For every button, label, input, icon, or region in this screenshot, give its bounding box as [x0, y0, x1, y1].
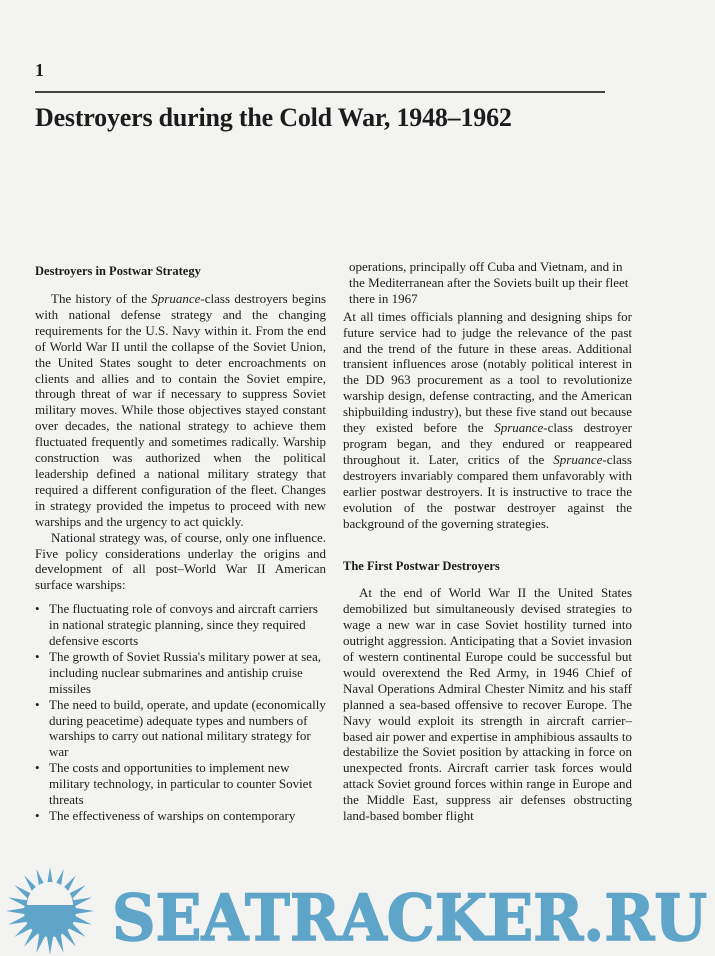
section-heading: Destroyers in Postwar Strategy [35, 264, 201, 278]
paragraph: National strategy was, of course, only one influence. Five policy considerations underlay the origins and development of all post–World War II American surface warships: [35, 529, 326, 593]
right-column [343, 259, 632, 824]
text: -class destroyer program began, and they endured or reappeared throughout it. Later, critics of the [343, 420, 632, 467]
list-item: • The effectiveness of warships on contemporary [35, 808, 326, 824]
bullet-list [35, 601, 326, 824]
list-item: • The costs and opportunities to implement new military technology, in particular to counter Soviet threats [35, 760, 326, 808]
ship-class-name: Spruance [553, 451, 603, 467]
sun-ray [47, 935, 54, 955]
text: -class destroyers begins with national defense strategy and the changing requirements for the U.S. Navy within it. From the end of World War II until the collapse of the Soviet Union, the United States sought to deter encroachments on clients and allies and to contain the Soviet empire, through threat of war if necessary to suppress Soviet military moves. While those objectives stayed constant over decades, the national strategy to achieve them fluctuated frequently and sometimes radically. Warship construction was authorized when the political leadership defined a national military strategy that required a different configuration of the fleet. Changes in strategy provided the impetus to proceed with new warships and the urgency to act quickly. [35, 291, 326, 529]
ship-class-name: Spruance [151, 291, 201, 306]
chapter-title: Destroyers during the Cold War, 1948–1962 [35, 103, 512, 132]
watermark [0, 864, 715, 956]
sun-icon [6, 867, 94, 955]
sun-ray [74, 908, 94, 915]
list-item-continuation: operations, principally off Cuba and Vietnam, and in the Mediterranean after the Soviets built up their fleet there in 1967 [349, 259, 629, 306]
text: At all times officials planning and designing ships for future service had to judge the relevance of the past and the trend of the future in these areas. Additional transient influences arose (notably political interest in the DD 963 procurement as a tool to revolutionize warship design, defense contracting, and the American shipbuilding industry), but these five stand out because they existed before the [343, 308, 632, 436]
text: The history of the [51, 291, 152, 306]
paragraph: At the end of World War II the United States demobilized but simultaneously devised strategies to wage a new war in case Soviet hostility turned into outright aggression. Anticipating that a Soviet invasion of western continental Europe could be successful but would overextend the Red Army, in 1946 Chief of Naval Operations Admiral Chester Nimitz and his staff planned a sea-based offensive to recover Europe. The Navy would exploit its strength in aircraft carrier–based air power and expertise in amphibious assaults to destabilize the Soviet position by attacking in force on unexpected fronts. Aircraft carrier task forces would attack Soviet ground forces within range in Europe and the Middle East, suppress air defenses obstructing land-based bomber flight [343, 585, 632, 824]
text: -class destroyers invariably compared them unfavorably with earlier postwar destroyers. It is instructive to trace the evolution of the postwar destroyer against the background of the governing strategies. [343, 451, 632, 531]
sun-ray [6, 908, 26, 915]
list-item: • The need to build, operate, and update (economically during peacetime) adequate types and numbers of warships to carry out national military strategy for war [35, 697, 326, 761]
paragraph [343, 309, 632, 532]
chapter-number: 1 [35, 60, 44, 80]
chapter-rule [35, 91, 605, 93]
left-column [35, 263, 326, 824]
paragraph [35, 291, 326, 530]
section-heading: The First Postwar Destroyers [343, 559, 500, 574]
ship-class-name: Spruance [494, 420, 544, 436]
list-item: • The fluctuating role of convoys and aircraft carriers in national strategic planning, since they required defensive escorts [35, 601, 326, 649]
list-item: • The growth of Soviet Russia's military power at sea, including nuclear submarines and antiship cruise missiles [35, 649, 326, 697]
watermark-text: SEATRACKER.RU [112, 881, 707, 956]
